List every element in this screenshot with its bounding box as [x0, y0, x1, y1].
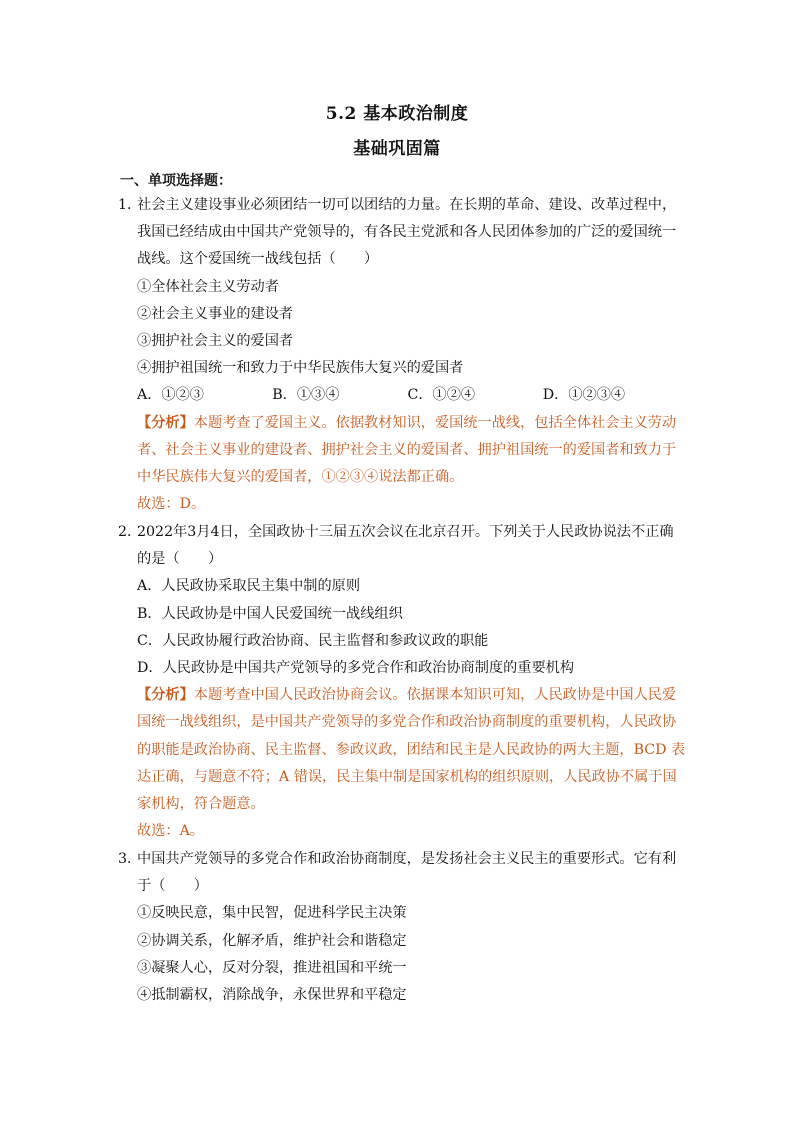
analysis	[118, 410, 678, 437]
analysis-text: 国统一战线组织，是中国共产党领导的多党合作和政治协商制度的重要机构，人民政协	[137, 714, 677, 731]
question-stem: 社会主义建设事业必须团结一切可以团结的力量。在长期的革命、建设、改革过程中，	[137, 197, 677, 213]
analysis-text: 本题考查了爱国主义。依据教材知识，爱国统一战线，包括全体社会主义劳动	[193, 414, 677, 431]
question-number: 2．	[118, 524, 142, 540]
question-stem: 的是（ ）	[137, 551, 223, 568]
option-d: D．人民政协是中国共产党领导的多党合作和政治协商制度的重要机构	[137, 660, 575, 677]
question-number: 1．	[118, 197, 142, 213]
statement-item: ④抵制霸权，消除战争，永保世界和平稳定	[137, 987, 407, 1004]
option-c: C．①②④	[407, 387, 476, 404]
statement-item: ③拥护社会主义的爱国者	[137, 333, 294, 350]
section-heading: 一、单项选择题：	[120, 173, 232, 189]
statement-item: ②协调关系，化解矛盾，维护社会和谐稳定	[137, 932, 407, 949]
option-a: A．①②③	[137, 387, 204, 404]
question-stem: 战线。这个爱国统一战线包括（ ）	[137, 251, 379, 268]
analysis-text: 达正确，与题意不符；A 错误，民主集中制是国家机构的组织原则，人民政协不属于国	[137, 768, 677, 785]
analysis-tag: 【分析】	[137, 687, 194, 704]
option-b: B．①③④	[272, 387, 340, 404]
statement-item: ①反映民意，集中民智，促进科学民主决策	[137, 905, 407, 922]
page-title: 5.2 基本政治制度	[325, 104, 469, 124]
analysis-text: 中华民族伟大复兴的爱国者，①②③④说法都正确。	[137, 469, 464, 486]
question-stem: 我国已经结成由中国共产党领导的，有各民主党派和各人民团体参加的广泛的爱国统一	[137, 224, 677, 241]
option-a: A．人民政协采取民主集中制的原则	[137, 578, 361, 595]
analysis-text: 家机构，符合题意。	[137, 796, 265, 813]
question-stem: 2022年3月4日，全国政协十三届五次会议在北京召开。下列关于人民政协说法不正确	[137, 524, 674, 540]
page-subtitle: 基础巩固篇	[353, 139, 441, 159]
answer-line: 故选：A。	[137, 823, 204, 840]
analysis-text: 者、社会主义事业的建设者、拥护社会主义的爱国者、拥护祖国统一的爱国者和致力于	[137, 441, 677, 458]
analysis-tag: 【分析】	[137, 414, 194, 431]
statement-item: ③凝聚人心，反对分裂，推进祖国和平统一	[137, 959, 407, 976]
analysis-text: 的职能是政治协商、民主监督、参政议政，团结和民主是人民政协的两大主题，BCD 表	[137, 741, 686, 758]
question-2	[118, 519, 686, 845]
statement-item: ②社会主义事业的建设者	[137, 305, 294, 322]
option-c: C．人民政协履行政治协商、民主监督和参政议政的职能	[137, 632, 489, 649]
statement-item: ④拥护祖国统一和致力于中华民族伟大复兴的爱国者	[137, 360, 464, 377]
statement-item: ①全体社会主义劳动者	[137, 278, 279, 295]
question-1	[118, 192, 678, 518]
option-b: B．人民政协是中国人民爱国统一战线组织	[137, 605, 403, 622]
analysis-text: 本题考查中国人民政治协商会议。依据课本知识可知，人民政协是中国人民爱	[193, 687, 677, 704]
option-d: D．①②③④	[542, 387, 626, 404]
question-stem: 中国共产党领导的多党合作和政治协商制度，是发扬社会主义民主的重要形式。它有利	[137, 851, 677, 867]
analysis	[118, 682, 678, 709]
question-number: 3．	[118, 851, 142, 867]
answer-line: 故选：D。	[137, 496, 206, 513]
question-stem: 于（ ）	[137, 878, 208, 895]
question-3	[118, 846, 678, 1009]
answer-options	[118, 382, 678, 409]
